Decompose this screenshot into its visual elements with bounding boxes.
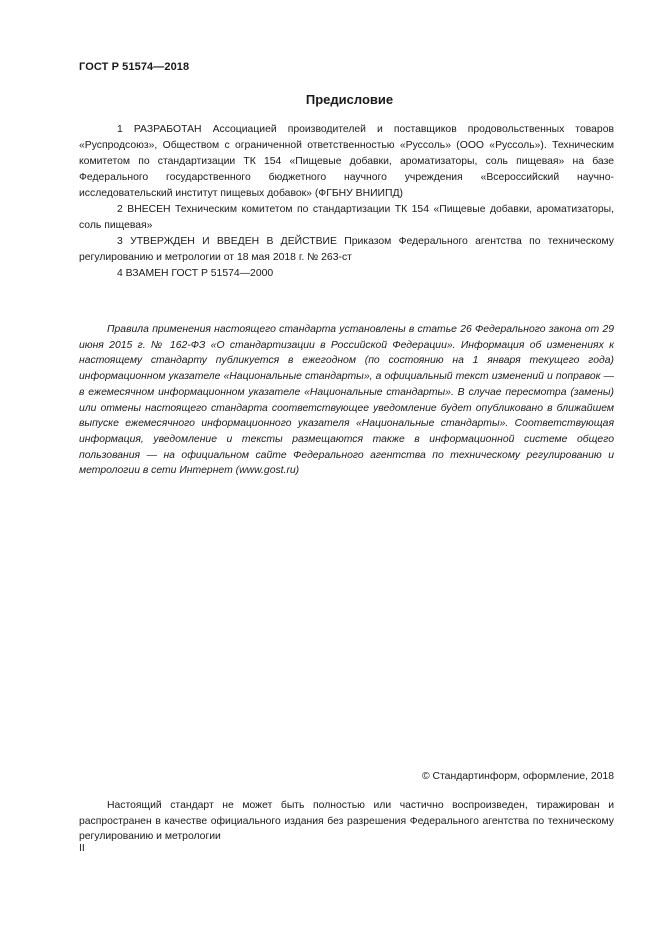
- reproduction-note: Настоящий стандарт не может быть полностью или частично воспроизведен, тиражирован и распространен в качестве официального издания без разрешения Федерального агентства по техническому регулированию и метрологии: [79, 800, 614, 842]
- preface-item-1: 1 РАЗРАБОТАН Ассоциацией производителей и поставщиков продовольственных товаров «Руспродсоюз», Обществом с ограниченной ответственностью «Руссоль» (ООО «Руссоль»). Техническим комитетом по стандартизации ТК 154 «Пищевые добавки, ароматизаторы, соль пищевая» на базе Федерального государственного бюджетного научного учреждения «Всероссийский научно-исследовательский институт пищевых добавок» (ФГБНУ ВНИИПД): [79, 124, 614, 199]
- copyright-line: © Стандартинформ, оформление, 2018: [421, 771, 614, 782]
- preface-section: [79, 122, 614, 282]
- standard-code: ГОСТ Р 51574—2018: [79, 61, 190, 73]
- preface-item-4: 4 ВЗАМЕН ГОСТ Р 51574—2000: [117, 268, 274, 279]
- application-rules-notice: Правила применения настоящего стандарта установлены в статье 26 Федерального закона от 29 июня 2015 г. № 162-ФЗ «О стандартизации в Российской Федерации». Информация об изменениях к настоящему стандарту публикуется в ежегодном (по состоянию на 1 января текущего года) информационном указателе «Национальные стандарты», а официальный текст изменений и поправок — в ежемесячном информационном указателе «Национальные стандарты». В случае пересмотра (замены) или отмены настоящего стандарта соответствующее уведомление будет опубликовано в ближайшем выпуске ежемесячного информационного указателя «Национальные стандарты». Соответствующая информация, уведомление и тексты размещаются также в информационной системе общего пользования — на официальном сайте Федерального агентства по техническому регулированию и метрологии в сети Интернет (www.gost.ru): [79, 324, 614, 477]
- page-title: Предисловие: [305, 92, 394, 107]
- page-number: II: [79, 843, 85, 854]
- preface-item-2: 2 ВНЕСЕН Техническим комитетом по стандартизации ТК 154 «Пищевые добавки, ароматизаторы, соль пищевая»: [79, 204, 614, 231]
- preface-item-3: 3 УТВЕРЖДЕН И ВВЕДЕН В ДЕЙСТВИЕ Приказом Федерального агентства по техническому регулированию и метрологии от 18 мая 2018 г. № 263-ст: [79, 236, 614, 263]
